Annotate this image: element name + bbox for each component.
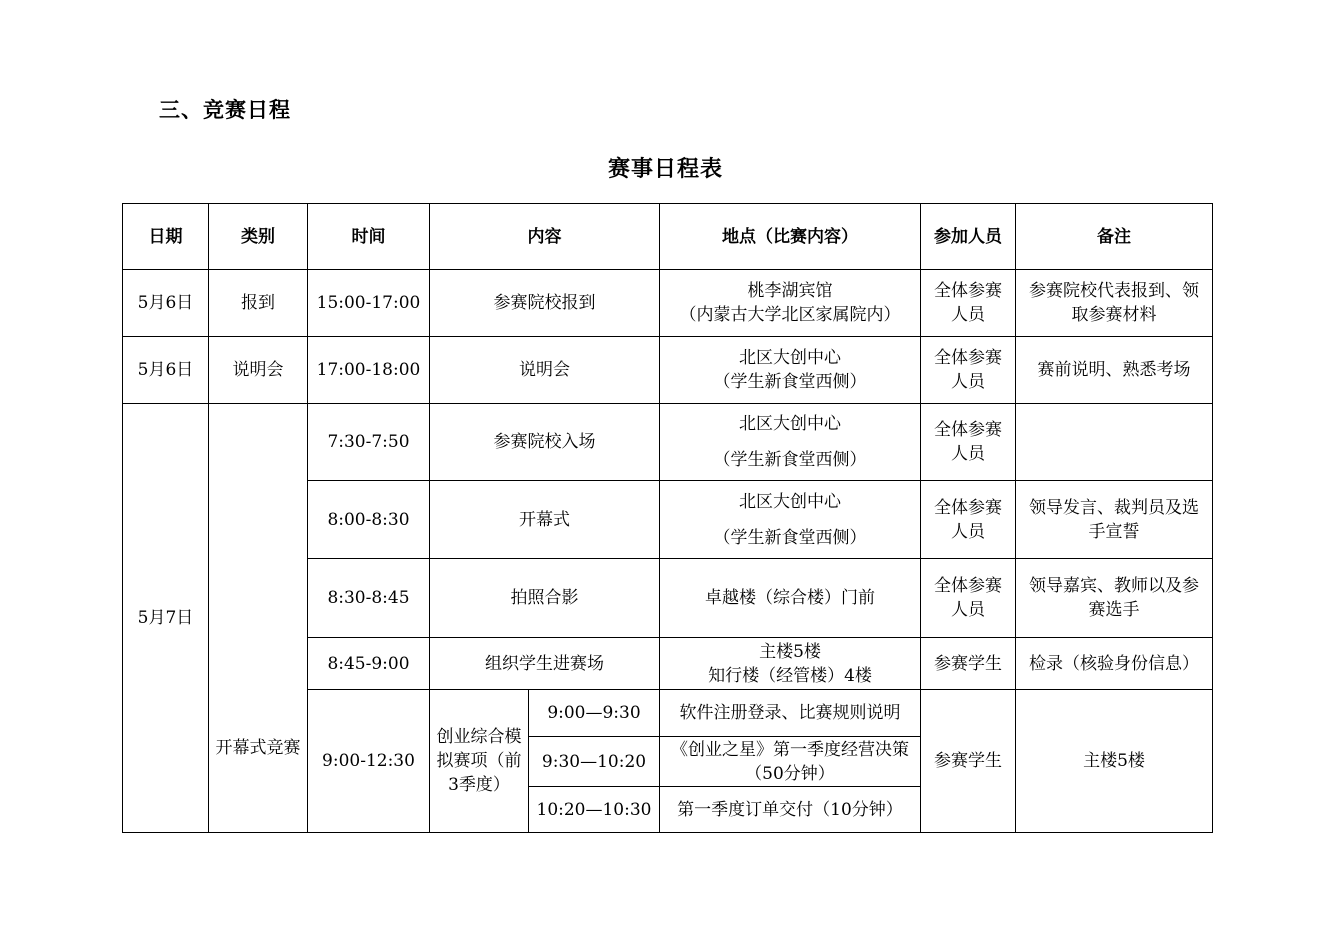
header-time: 时间 [308, 204, 430, 270]
cell-location [660, 638, 921, 690]
cell-participants: 参赛学生 [921, 690, 1016, 833]
cell-date: 5月6日 [123, 270, 209, 337]
cell-content: 说明会 [430, 337, 660, 404]
cell-time: 15:00-17:00 [308, 270, 430, 337]
cell-time: 8:00-8:30 [308, 481, 430, 559]
cell-content: 创业综合模拟赛项（前3季度） [430, 690, 529, 833]
cell-location [660, 404, 921, 481]
location-line: 北区大创中心 [739, 414, 841, 434]
cell-participants: 全体参赛人员 [921, 481, 1016, 559]
location-line: 知行楼（经管楼）4楼 [708, 665, 872, 686]
cell-category: 报到 [209, 270, 308, 337]
cell-participants: 全体参赛人员 [921, 404, 1016, 481]
cell-time: 8:45-9:00 [308, 638, 430, 690]
cell-time: 7:30-7:50 [308, 404, 430, 481]
cell-category: 说明会 [209, 337, 308, 404]
cell-notes: 领导发言、裁判员及选手宣誓 [1016, 481, 1213, 559]
table-row [123, 270, 1213, 337]
location-line: 北区大创中心 [739, 491, 841, 512]
cell-time: 17:00-18:00 [308, 337, 430, 404]
cell-category: 开幕式竞赛 [209, 404, 308, 833]
cell-participants: 参赛学生 [921, 638, 1016, 690]
cell-location [660, 481, 921, 559]
header-category: 类别 [209, 204, 308, 270]
table-row [123, 404, 1213, 481]
table-header-row [123, 204, 1213, 270]
cell-notes: 检录（核验身份信息） [1016, 638, 1213, 690]
cell-content: 参赛院校报到 [430, 270, 660, 337]
table-title: 赛事日程表 [607, 157, 723, 182]
table-row [123, 337, 1213, 404]
cell-participants: 全体参赛人员 [921, 337, 1016, 404]
cell-subtime: 10:20—10:30 [529, 787, 660, 833]
location-line: （内蒙古大学北区家属院内） [679, 305, 901, 325]
cell-sublocation: 《创业之星》第一季度经营决策（50分钟） [660, 737, 921, 787]
cell-content: 组织学生进赛场 [430, 638, 660, 690]
cell-date: 5月6日 [123, 337, 209, 404]
cell-participants: 全体参赛人员 [921, 270, 1016, 337]
section-heading: 三、竞赛日程 [159, 98, 291, 122]
location-line: 桃李湖宾馆 [747, 281, 833, 301]
cell-sublocation: 第一季度订单交付（10分钟） [660, 787, 921, 833]
location-line: （学生新食堂西侧） [713, 527, 867, 548]
cell-notes: 参赛院校代表报到、领取参赛材料 [1016, 270, 1213, 337]
cell-sublocation: 软件注册登录、比赛规则说明 [660, 690, 921, 737]
header-participants: 参加人员 [921, 204, 1016, 270]
location-line: （学生新食堂西侧） [713, 450, 867, 470]
cell-date: 5月7日 [123, 404, 209, 833]
schedule-table [122, 203, 1213, 833]
cell-subtime: 9:30—10:20 [529, 737, 660, 787]
cell-content: 拍照合影 [430, 559, 660, 638]
location-line: 主楼5楼 [759, 641, 821, 662]
cell-time: 8:30-8:45 [308, 559, 430, 638]
location-line: （学生新食堂西侧） [713, 372, 867, 392]
cell-notes: 赛前说明、熟悉考场 [1016, 337, 1213, 404]
cell-notes: 主楼5楼 [1016, 690, 1213, 833]
header-location: 地点（比赛内容） [660, 204, 921, 270]
header-content: 内容 [430, 204, 660, 270]
cell-notes: 领导嘉宾、教师以及参赛选手 [1016, 559, 1213, 638]
cell-time: 9:00-12:30 [308, 690, 430, 833]
cell-content: 开幕式 [430, 481, 660, 559]
cell-content: 参赛院校入场 [430, 404, 660, 481]
cell-location [660, 270, 921, 337]
header-notes: 备注 [1016, 204, 1213, 270]
header-date: 日期 [123, 204, 209, 270]
cell-participants: 全体参赛人员 [921, 559, 1016, 638]
cell-location [660, 337, 921, 404]
cell-notes [1016, 404, 1213, 481]
location-line: 北区大创中心 [739, 348, 841, 368]
cell-subtime: 9:00—9:30 [529, 690, 660, 737]
cell-location: 卓越楼（综合楼）门前 [660, 559, 921, 638]
